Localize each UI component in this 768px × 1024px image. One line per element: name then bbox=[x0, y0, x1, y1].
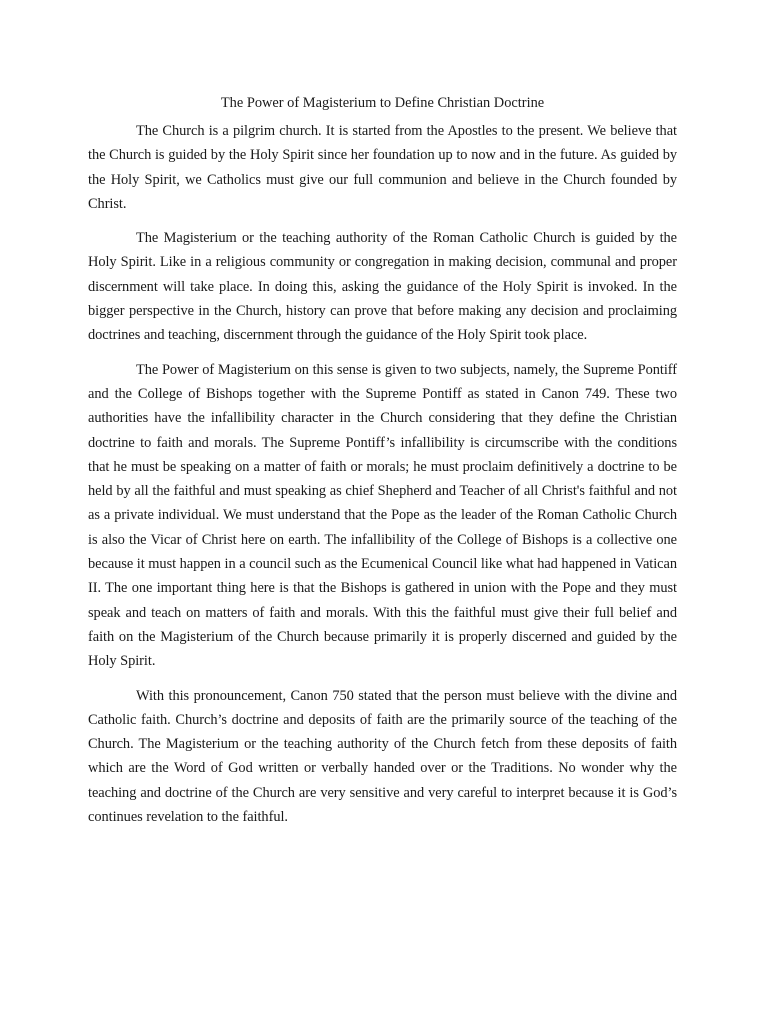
paragraph-2: The Magisterium or the teaching authority of the Roman Catholic Church is guided by the Holy Spirit. Like in a religious community or congregation in making decision, communal and proper discernment will take place. In doing this, asking the guidance of the Holy Spirit is invoked. In the bigger perspective in the Church, history can prove that before making any decision and proclaiming doctrines and teaching, discernment through the guidance of the Holy Spirit took place. bbox=[88, 230, 677, 344]
paragraph-4: With this pronouncement, Canon 750 stated that the person must believe with the divine and Catholic faith. Church’s doctrine and deposits of faith are the primarily source of the teaching of the Church. The Magisterium or the teaching authority of the Church fetch from these deposits of faith which are the Word of God written or verbally handed over or the Traditions. No wonder why the teaching and doctrine of the Church are very sensitive and very careful to interpret because it is God’s continues revelation to the faithful. bbox=[88, 687, 677, 826]
paragraph-3: The Power of Magisterium on this sense is given to two subjects, namely, the Supreme Pontiff and the College of Bishops together with the Supreme Pontiff as stated in Canon 749. These two authorities have the infallibility character in the Church considering that they define the Christian doctrine to faith and morals. The Supreme Pontiff’s infallibility is circumscribe with the conditions that he must be speaking on a matter of faith or morals; he must proclaim definitively a doctrine to be held by all the faithful and must speaking as chief Shepherd and Teacher of all Christ's faithful and not as a private individual. We must understand that the Pope as the leader of the Roman Catholic Church is also the Vicar of Christ here on earth. The infallibility of the College of Bishops is a collective one because it must happen in a council such as the Ecumenical Council like what had happened in Vatican II. The one important thing here is that the Bishops is gathered in union with the Pope and they must speak and teach on matters of faith and morals. With this the faithful must give their full belief and faith on the Magisterium of the Church because primarily it is properly discerned and guided by the Holy Spirit. bbox=[88, 361, 677, 670]
document-page bbox=[88, 91, 677, 839]
paragraph-1: The Church is a pilgrim church. It is started from the Apostles to the present. We believe that the Church is guided by the Holy Spirit since her foundation up to now and in the future. As guided by the Holy Spirit, we Catholics must give our full communion and believe in the Church founded by Christ. bbox=[88, 123, 677, 212]
document-title: The Power of Magisterium to Define Christian Doctrine bbox=[220, 95, 545, 111]
